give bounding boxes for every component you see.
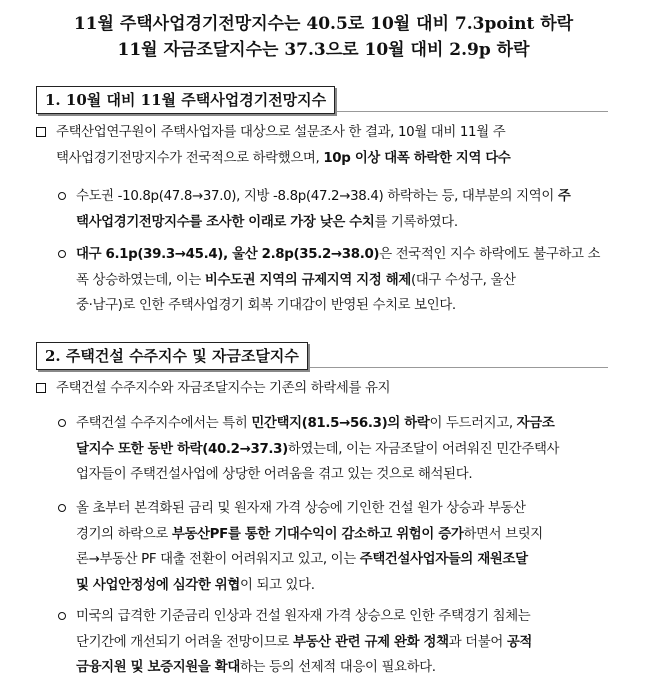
section2-bullet-1 <box>76 411 559 488</box>
text-line: 중·남구)로 인한 주택사업경기 회복 기대감이 반영된 수치로 보인다. <box>76 298 456 313</box>
section2-bullet-2 <box>76 496 543 598</box>
square-bullet-icon <box>36 383 46 393</box>
text-line: 폭 상승하였는데, 이는 비수도권 지역의 규제지역 지정 해제(대구 수성구, 울산 <box>76 272 516 288</box>
text-line: 택사업경기전망지수가 전국적으로 하락했으며, 10p 이상 대폭 하락한 지역 다수 <box>56 150 511 166</box>
headline-2: 11월 자금조달지수는 37.3으로 10월 대비 2.9p 하락 <box>117 40 530 60</box>
circle-bullet-icon <box>58 612 66 620</box>
section1-main-paragraph <box>56 120 511 171</box>
text-line: 택사업경기전망지수를 조사한 이래로 가장 낮은 수치를 기록하였다. <box>76 214 458 230</box>
section1-bullet-2 <box>76 242 600 319</box>
text-line: 올 초부터 본격화된 금리 및 원자재 가격 상승에 기인한 건설 원가 상승과 부동산 <box>76 501 526 516</box>
circle-bullet-icon <box>58 192 66 200</box>
text-line: 및 사업안정성에 심각한 위협이 되고 있다. <box>76 577 315 593</box>
headline-1: 11월 주택사업경기전망지수는 40.5로 10월 대비 7.3point 하락 <box>73 14 574 34</box>
text-line: 주택건설 수주지수에서는 특히 민간택지(81.5→56.3)의 하락이 두드러지고, 자금조 <box>76 416 555 431</box>
text-line: 대구 6.1p(39.3→45.4), 울산 2.8p(35.2→38.0)은 전국적인 지수 하락에도 불구하고 소 <box>76 247 601 262</box>
section1-bullet-1 <box>76 184 570 235</box>
square-bullet-icon <box>36 127 46 137</box>
text-line: 단기간에 개선되기 어려울 전망이므로 부동산 관련 규제 완화 정책과 더불어 공적 <box>76 634 533 650</box>
text-line: 달지수 또한 동반 하락(40.2→37.3)하였는데, 이는 자금조달이 어려워진 민간주택사 <box>76 441 560 457</box>
circle-bullet-icon <box>58 250 66 258</box>
section1-heading: 1. 10월 대비 11월 주택사업경기전망지수 <box>36 86 335 114</box>
section2-bullet-3 <box>76 604 532 681</box>
section2-heading: 2. 주택건설 수주지수 및 자금조달지수 <box>36 342 308 370</box>
text-line: 주택건설 수주지수와 자금조달지수는 기존의 하락세를 유지 <box>56 381 391 396</box>
text-line: 업자들이 주택건설사업에 상당한 어려움을 겪고 있는 것으로 해석된다. <box>76 467 473 482</box>
text-line: 경기의 하락으로 부동산PF를 통한 기대수익이 감소하고 위험이 증가하면서 브릿지 <box>76 526 543 542</box>
circle-bullet-icon <box>58 504 66 512</box>
section2-main-paragraph <box>56 376 390 402</box>
text-line: 수도권 -10.8p(47.8→37.0), 지방 -8.8p(47.2→38.4) 하락하는 등, 대부분의 지역이 주 <box>76 189 571 204</box>
text-line: 금융지원 및 보증지원을 확대하는 등의 선제적 대응이 필요하다. <box>76 660 436 675</box>
circle-bullet-icon <box>58 419 66 427</box>
text-line: 주택산업연구원이 주택사업자를 대상으로 설문조사 한 결과, 10월 대비 11월 주 <box>56 125 506 140</box>
text-line: 론→부동산 PF 대출 전환이 어려워지고 있고, 이는 주택건설사업자들의 재원조달 <box>76 552 528 567</box>
text-line: 미국의 급격한 기준금리 인상과 건설 원자재 가격 상승으로 인한 주택경기 침체는 <box>76 609 531 624</box>
